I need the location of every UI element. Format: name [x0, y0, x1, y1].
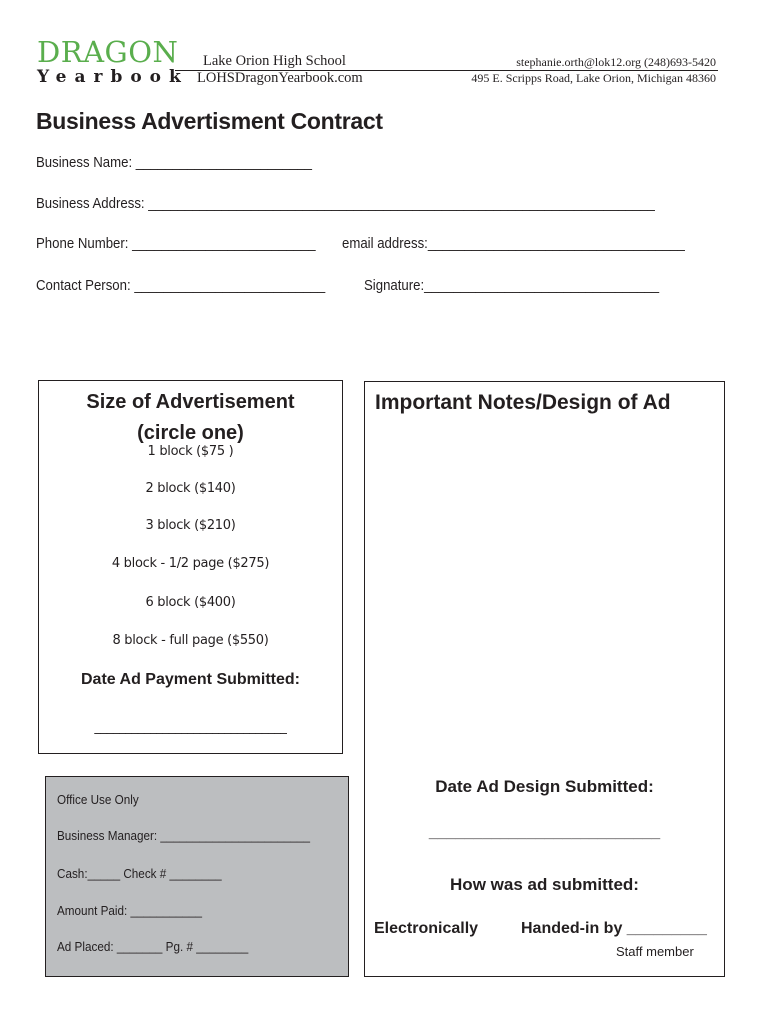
contact-email-phone: stephanie.orth@lok12.org (248)693-5420: [516, 55, 716, 69]
payment-date-line[interactable]: _______________________________: [94, 720, 287, 735]
contact-person-field[interactable]: Contact Person: __________________________: [36, 277, 326, 294]
business-address-field[interactable]: Business Address: _____________________________________________________________________: [36, 195, 655, 212]
ad-size-option[interactable]: 1 block ($75 ): [147, 444, 234, 459]
notes-design-box: [364, 381, 725, 977]
ad-size-box: [38, 380, 343, 754]
school-name: Lake Orion High School: [203, 53, 346, 69]
design-date-line[interactable]: __________________________: [428, 824, 661, 841]
office-use-title: Office Use Only: [57, 792, 139, 807]
cash-check-field[interactable]: Cash:_____ Check # ________: [57, 866, 222, 881]
notes-heading: Important Notes/Design of Ad: [375, 391, 671, 414]
design-date-label: Date Ad Design Submitted:: [435, 777, 654, 796]
school-address: 495 E. Scripps Road, Lake Orion, Michigan 48360: [471, 71, 716, 85]
ad-size-option[interactable]: 4 block - 1/2 page ($275): [111, 556, 270, 571]
handed-in-option[interactable]: Handed-in by _________: [521, 920, 707, 937]
ad-placed-field[interactable]: Ad Placed: _______ Pg. # ________: [57, 939, 249, 954]
ad-size-option[interactable]: 6 block ($400): [145, 595, 236, 610]
logo-dragon-text: DRAGON: [37, 35, 179, 69]
payment-date-label: Date Ad Payment Submitted:: [81, 671, 300, 688]
submission-method-label: How was ad submitted:: [450, 875, 639, 894]
electronically-option[interactable]: Electronically: [374, 920, 479, 937]
signature-field[interactable]: Signature:________________________________: [364, 277, 660, 294]
staff-member-caption: Staff member: [616, 944, 694, 959]
logo-yearbook-text: Yearbook: [37, 67, 189, 87]
website-link[interactable]: LOHSDragonYearbook.com: [197, 70, 363, 86]
ad-size-option[interactable]: 8 block - full page ($550): [112, 633, 269, 648]
business-name-field[interactable]: Business Name: ________________________: [36, 154, 312, 171]
page-title: Business Advertisment Contract: [36, 108, 383, 134]
phone-number-field[interactable]: Phone Number: _________________________: [36, 235, 316, 252]
business-manager-field[interactable]: Business Manager: _______________________: [57, 828, 311, 843]
ad-size-option[interactable]: 2 block ($140): [145, 481, 236, 496]
amount-paid-field[interactable]: Amount Paid: ___________: [57, 903, 203, 918]
ad-size-subheading: (circle one): [137, 422, 244, 444]
office-use-box: [45, 776, 349, 977]
ad-size-option[interactable]: 3 block ($210): [145, 518, 236, 533]
ad-size-heading: Size of Advertisement: [86, 391, 295, 413]
email-address-field[interactable]: email address:___________________________________: [342, 235, 685, 252]
